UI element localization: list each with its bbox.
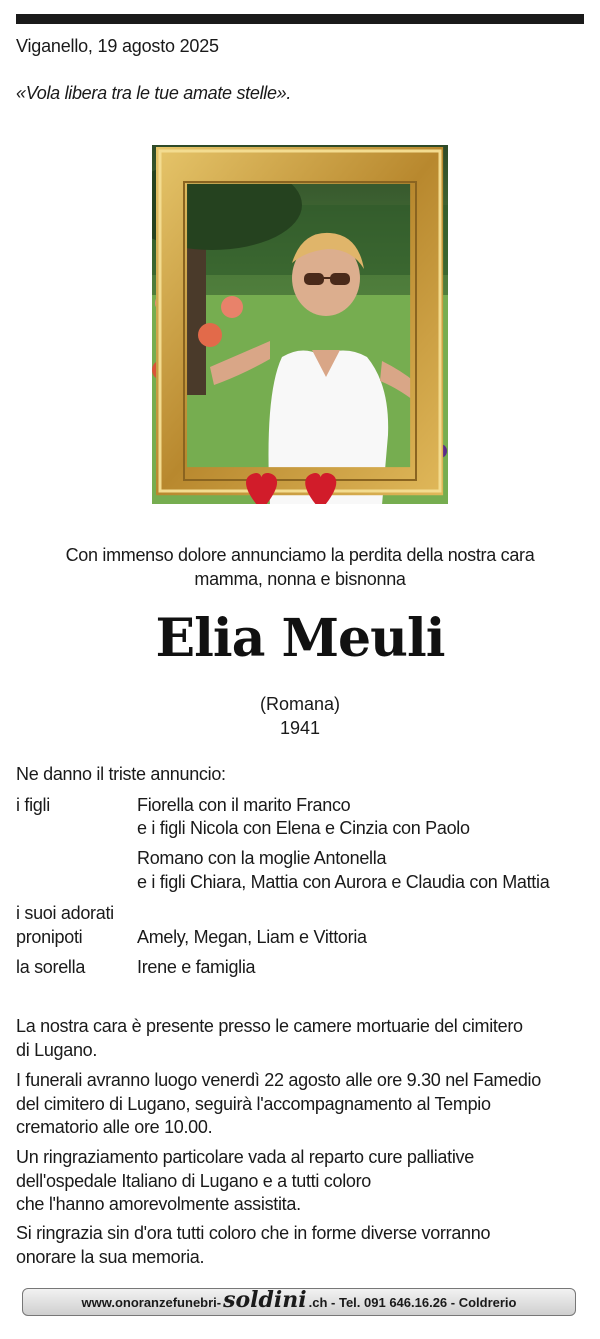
paragraph-line: del cimitero di Lugano, seguirà l'accompagnamento al Tempio xyxy=(16,1093,491,1114)
paragraph-line: I funerali avranno luogo venerdì 22 agosto alle ore 9.30 nel Famedio xyxy=(16,1070,541,1090)
relation-label-pronipoti: pronipoti xyxy=(16,927,83,947)
paragraph-thanks xyxy=(16,1146,586,1217)
paragraph-line: dell'ospedale Italiano di Lugano e a tutti coloro xyxy=(16,1170,372,1191)
relation-names: Romano con la moglie Antonella xyxy=(137,848,387,868)
relation-names: e i figli Nicola con Elena e Cinzia con Paolo xyxy=(137,818,470,838)
relation-names: Fiorella con il marito Franco xyxy=(137,795,351,815)
paragraph-line: onorare la sua memoria. xyxy=(16,1246,205,1267)
deceased-nickname: (Romana) xyxy=(259,694,341,714)
relation-label-pronipoti: i suoi adorati xyxy=(16,903,114,923)
relation-names: Irene e famiglia xyxy=(137,957,256,977)
paragraph-line: che l'hanno amorevolmente assistita. xyxy=(16,1194,301,1214)
family-intro: Ne danno il triste annuncio: xyxy=(16,764,226,784)
epigraph-quote: «Vola libera tra le tue amate stelle». xyxy=(16,83,292,103)
top-rule xyxy=(16,14,584,24)
paragraph-line: di Lugano. xyxy=(16,1039,98,1060)
relation-label-sorella: la sorella xyxy=(16,957,86,977)
relation-names: e i figli Chiara, Mattia con Aurora e Claudia con Mattia xyxy=(137,872,550,892)
funeral-home-banner xyxy=(22,1288,576,1316)
paragraph-line: La nostra cara è presente presso le camere mortuarie del cimitero xyxy=(16,1016,523,1036)
announcement-line: Con immenso dolore annunciamo la perdita della nostra cara xyxy=(65,545,535,565)
paragraph-closing xyxy=(16,1222,586,1269)
paragraph-line: Un ringraziamento particolare vada al reparto cure palliative xyxy=(16,1147,474,1167)
dateline: Viganello, 19 agosto 2025 xyxy=(16,36,219,56)
relation-names: Amely, Megan, Liam e Vittoria xyxy=(137,927,367,947)
banner-brand: soldini xyxy=(223,1287,307,1313)
announcement xyxy=(0,543,600,591)
announcement-line: mamma, nonna e bisnonna xyxy=(194,569,406,589)
relation-label-figli: i figli xyxy=(16,795,50,815)
portrait-photo xyxy=(152,145,448,504)
deceased-name: Elia Meuli xyxy=(155,608,445,669)
banner-contact: .ch - Tel. 091 646.16.26 - Coldrerio xyxy=(308,1294,517,1310)
paragraph-viewing xyxy=(16,1015,586,1062)
paragraph-line: crematorio alle ore 10.00. xyxy=(16,1117,213,1137)
paragraph-line: Si ringrazia sin d'ora tutti coloro che in forme diverse vorranno xyxy=(16,1223,491,1243)
banner-website-prefix: www.onoranzefunebri- xyxy=(81,1294,222,1310)
deceased-details xyxy=(0,692,600,740)
deceased-birth-year: 1941 xyxy=(279,718,321,738)
paragraph-funeral xyxy=(16,1069,586,1140)
